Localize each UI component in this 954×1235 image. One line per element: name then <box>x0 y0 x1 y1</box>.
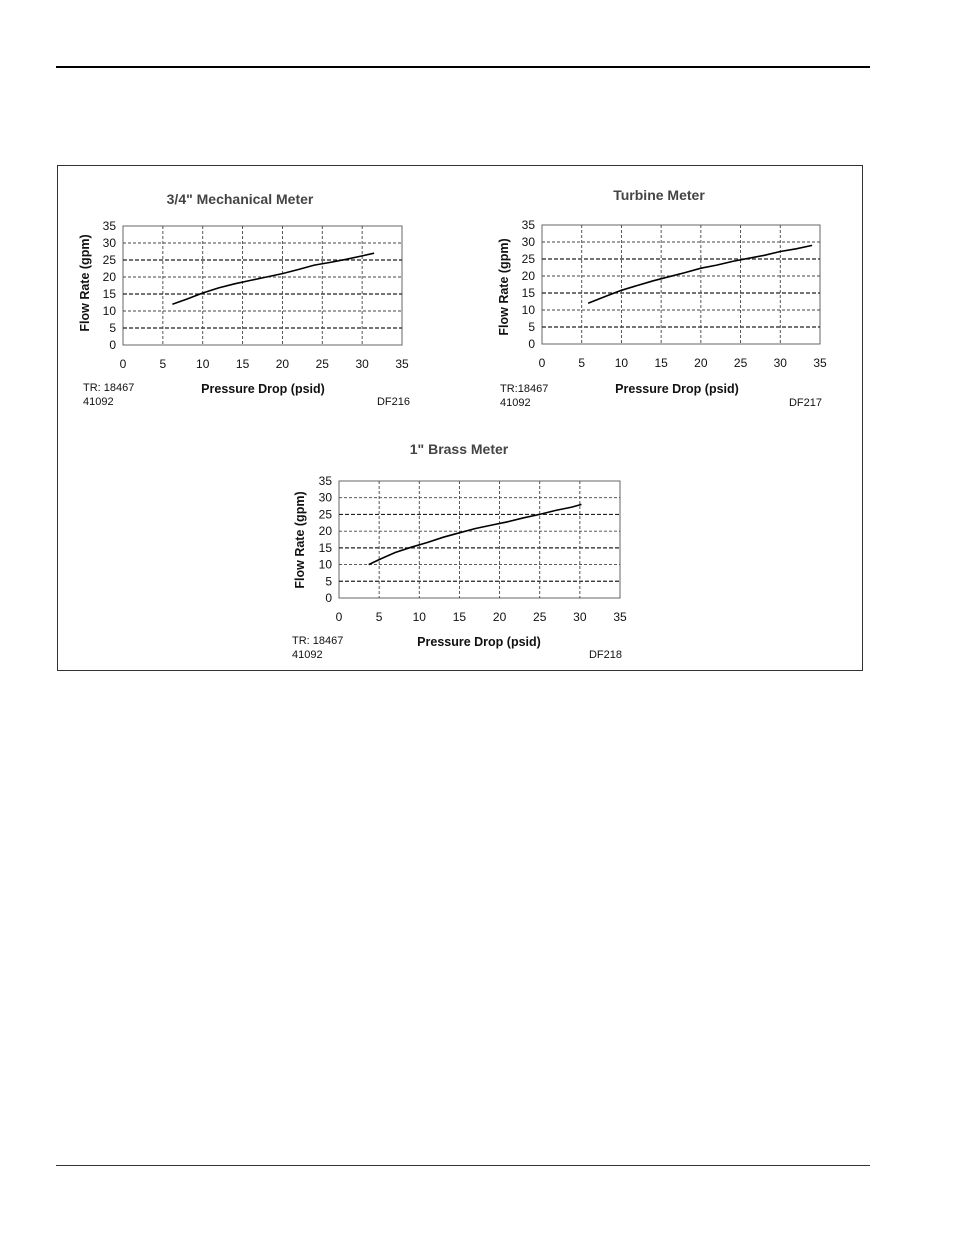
x-tick-label: 25 <box>315 357 329 371</box>
x-tick-label: 20 <box>492 610 507 624</box>
plot-area <box>103 219 409 371</box>
y-tick-label: 15 <box>318 540 332 555</box>
plot-border <box>542 225 820 344</box>
y-tick-label: 30 <box>318 490 332 505</box>
chart-mechanical-meter <box>75 180 415 410</box>
x-axis-label: Pressure Drop (psid) <box>417 635 541 649</box>
y-tick-label: 15 <box>102 287 116 301</box>
x-tick-label: 15 <box>235 357 250 371</box>
x-tick-label: 15 <box>654 356 668 370</box>
y-tick-label: 5 <box>109 321 116 335</box>
y-axis-label: Flow Rate (gpm) <box>78 234 92 332</box>
y-axis-label: Flow Rate (gpm) <box>293 491 307 589</box>
plot-area <box>522 218 827 370</box>
x-axis-label: Pressure Drop (psid) <box>201 382 325 396</box>
y-tick-label: 25 <box>318 507 332 522</box>
y-tick-label: 5 <box>325 574 332 589</box>
y-tick-label: 20 <box>102 270 116 284</box>
figure-id: DF218 <box>588 649 622 661</box>
tr-note: TR:18467 <box>500 383 549 395</box>
x-tick-label: 20 <box>275 357 290 371</box>
code-note: 41092 <box>500 397 531 409</box>
plot-border <box>339 481 620 598</box>
plot-border <box>123 226 402 345</box>
figure-id: DF217 <box>788 397 822 409</box>
y-tick-label: 25 <box>102 253 116 267</box>
x-tick-label: 15 <box>452 610 467 624</box>
x-tick-label: 0 <box>335 610 343 624</box>
x-tick-label: 25 <box>533 610 547 624</box>
y-tick-label: 10 <box>521 303 535 317</box>
x-tick-label: 30 <box>573 610 587 624</box>
x-tick-label: 10 <box>412 610 426 624</box>
y-axis-label: Flow Rate (gpm) <box>497 238 511 336</box>
y-tick-label: 35 <box>318 474 332 488</box>
tr-note: TR: 18467 <box>83 382 135 394</box>
y-tick-label: 5 <box>528 320 535 334</box>
y-tick-label: 25 <box>521 252 535 266</box>
y-tick-label: 20 <box>318 524 332 539</box>
chart-title: 3/4" Mechanical Meter <box>166 191 314 207</box>
x-axis-label: Pressure Drop (psid) <box>615 382 739 396</box>
header-rule <box>56 66 870 68</box>
y-tick-label: 30 <box>102 236 116 250</box>
y-tick-label: 35 <box>521 218 535 232</box>
x-tick-label: 10 <box>196 357 210 371</box>
y-tick-label: 0 <box>528 337 535 351</box>
chart-brass-meter <box>288 436 633 664</box>
code-note: 41092 <box>292 649 323 661</box>
x-tick-label: 5 <box>578 356 586 370</box>
x-tick-label: 35 <box>813 356 827 370</box>
x-tick-label: 25 <box>733 356 748 370</box>
x-tick-label: 5 <box>159 357 167 371</box>
tr-note: TR: 18467 <box>292 635 344 647</box>
x-tick-label: 0 <box>538 356 546 370</box>
y-tick-label: 0 <box>325 591 332 605</box>
x-tick-label: 35 <box>395 357 409 371</box>
x-tick-label: 5 <box>375 610 383 624</box>
chart-title: Turbine Meter <box>613 187 705 203</box>
y-tick-label: 30 <box>521 235 535 249</box>
footer-rule <box>56 1165 870 1166</box>
x-tick-label: 30 <box>355 357 369 371</box>
y-tick-label: 15 <box>521 286 535 300</box>
x-tick-label: 20 <box>694 356 708 370</box>
y-tick-label: 10 <box>102 304 116 318</box>
y-tick-label: 0 <box>109 338 116 352</box>
chart-turbine-meter <box>494 176 834 410</box>
figure-id: DF216 <box>376 396 410 408</box>
chart-title: 1" Brass Meter <box>409 441 509 457</box>
y-tick-label: 20 <box>521 269 535 283</box>
y-tick-label: 10 <box>318 557 332 572</box>
x-tick-label: 0 <box>119 357 127 371</box>
code-note: 41092 <box>83 396 114 408</box>
x-tick-label: 30 <box>773 356 787 370</box>
plot-area <box>319 474 627 624</box>
y-tick-label: 35 <box>102 219 116 233</box>
x-tick-label: 10 <box>614 356 629 370</box>
x-tick-label: 35 <box>613 610 627 624</box>
